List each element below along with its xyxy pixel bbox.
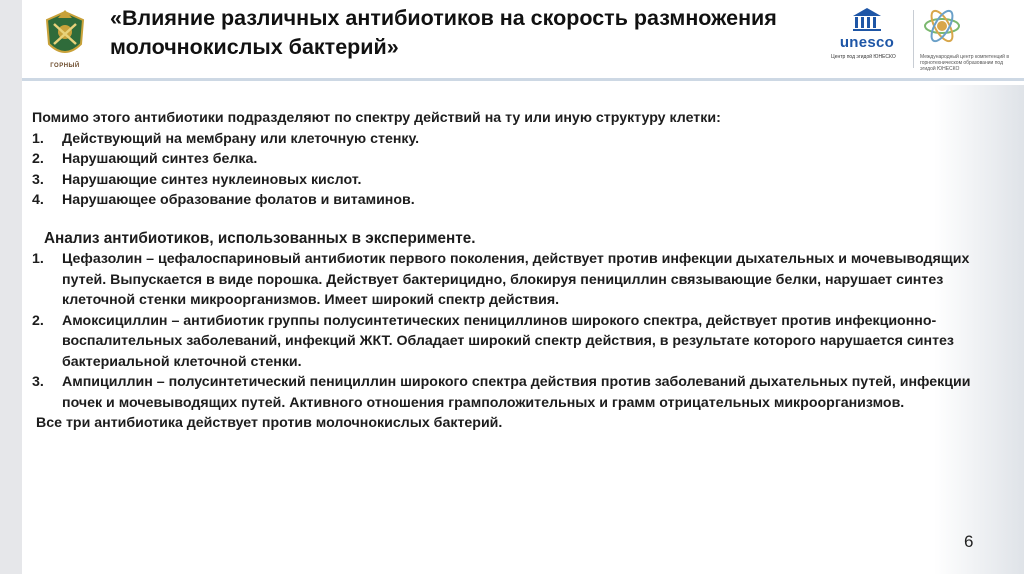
slide-header: [0, 0, 1024, 80]
logo-divider: [913, 10, 914, 68]
crest-icon: [36, 6, 94, 64]
list-item: [32, 170, 992, 191]
unesco-caption: Центр под эгидой ЮНЕСКО: [831, 54, 896, 60]
list-item-number: 3.: [32, 374, 44, 390]
list-item: [32, 190, 992, 211]
list-item-number: 2.: [32, 151, 44, 167]
list-item-text: Амоксициллин – антибиотик группы полусинтетических пенициллинов широкого спектра, действует против инфекционно-воспалительных заболеваний, инфекций ЖКТ. Обладает широкий спектр действия, в результате которого нарушается синтез бактериальной клеточной стенки.: [62, 312, 954, 370]
list-item-text: Действующий на мембрану или клеточную стенку.: [62, 130, 420, 147]
page-title: «Влияние различных антибиотиков на скорость размножения молочнокислых бактерий»: [110, 6, 777, 59]
unesco-logo: [823, 4, 911, 76]
left-decorative-strip: [0, 0, 22, 574]
list-item-number: 3.: [32, 171, 44, 188]
section-heading: Анализ антибиотиков, использованных в эксперименте.: [44, 229, 476, 247]
atom-emblem-icon: [922, 4, 962, 50]
list-item-text: Цефазолин – цефалоспариновый антибиотик первого поколения, действует против инфекции дыхательных и мочевыводящих путей. Выпускается в виде порошка. Действует бактерицидно, блокируя пенициллин связывающие белки, нарушает синтез клеточной стенки микроорганизмов. Имеет широкий спектр действия.: [62, 251, 970, 308]
conclusion-text: Все три антибиотика действует против молочнокислых бактерий.: [36, 415, 503, 431]
list-item-number: 4.: [32, 192, 44, 208]
intro-text: Помимо этого антибиотики подразделяют по спектру действий на ту или иную структуру клетки:: [32, 110, 721, 126]
logo-caption: ГОРНЫЙ: [50, 63, 80, 69]
mining-university-logo: [36, 6, 94, 72]
list-item: [32, 129, 992, 150]
list-item: [32, 249, 992, 311]
list-item: [32, 311, 992, 373]
classification-list: [32, 129, 992, 211]
list-item-number: 1.: [32, 130, 44, 147]
list-item: [32, 149, 992, 170]
antibiotics-list: [32, 249, 992, 413]
list-item-text: Ампициллин – полусинтетический пенициллин широкого спектра действия против заболеваний дыхательных путей, инфекции почек и мочевыводящих путей. Активного отношения грамположительных и грамм отрицательных микроорганизмов.: [62, 374, 971, 411]
page-number: 6: [964, 532, 974, 551]
unesco-wordmark: unesco: [839, 34, 895, 51]
slide-body: [32, 108, 992, 434]
list-item: [32, 372, 992, 413]
header-divider: [22, 78, 1024, 81]
competence-center-caption: Международный центр компетенций в горнотехническом образовании под эгидой ЮНЕСКО: [920, 54, 1010, 72]
unesco-temple-icon: [851, 6, 883, 32]
list-item-text: Нарушающие синтез нуклеиновых кислот.: [62, 171, 362, 188]
list-item-text: Нарушающий синтез белка.: [62, 151, 258, 167]
list-item-number: 1.: [32, 251, 44, 267]
competence-center-logo: [918, 4, 1022, 76]
list-item-number: 2.: [32, 312, 44, 329]
list-item-text: Нарушающее образование фолатов и витаминов.: [62, 192, 415, 208]
